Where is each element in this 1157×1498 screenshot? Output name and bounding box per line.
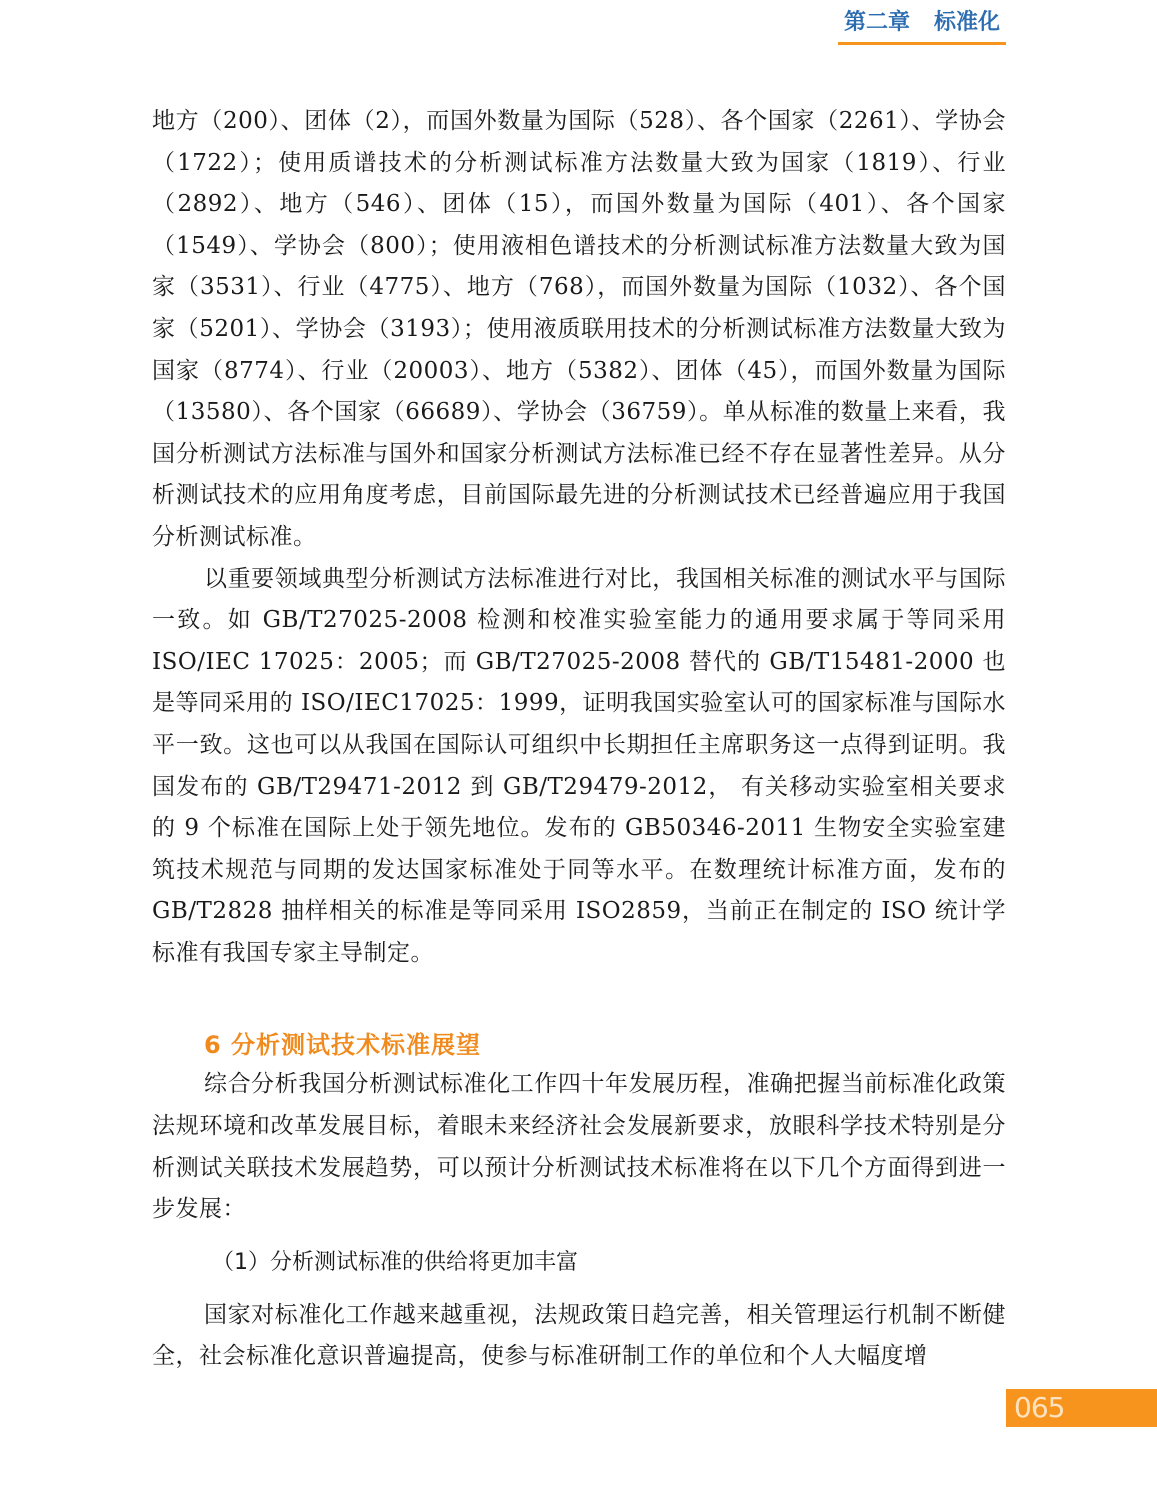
page-number-tab bbox=[1006, 1389, 1157, 1427]
page-body bbox=[152, 101, 1006, 1378]
body-paragraph-1: 地方（200）、团体（2），而国外数量为国际（528）、各个国家（2261）、学协会（1722）；使用质谱技术的分析测试标准方法数量大致为国家（1819）、行业（2892）、地方（546）、团体（15），而国外数量为国际（401）、各个国家（1549）、学协会（800）；使用液相色谱技术的分析测试标准方法数量大致为国家（3531）、行业（4775）、地方（768），而国外数量为国际（1032）、各个国家（5201）、学协会（3193）；使用液质联用技术的分析测试标准方法数量大致为国家（8774）、行业（20003）、地方（5382）、团体（45），而国外数量为国际（13580）、各个国家（66689）、学协会（36759）。单从标准的数量上来看，我国分析测试方法标准与国外和国家分析测试方法标准已经不存在显著性差异。从分析测试技术的应用角度考虑，目前国际最先进的分析测试技术已经普遍应用于我国分析测试标准。 bbox=[152, 108, 1006, 550]
chapter-label: 第二章 bbox=[844, 10, 911, 35]
section-label: 标准化 bbox=[934, 10, 1001, 35]
page-number: 065 bbox=[1014, 1391, 1065, 1424]
body-paragraph-4: 国家对标准化工作越来越重视，法规政策日趋完善，相关管理运行机制不断健全，社会标准化意识普遍提高，使参与标准研制工作的单位和个人大幅度增 bbox=[152, 1301, 1006, 1370]
section-heading: 6 分析测试技术标准展望 bbox=[204, 1031, 482, 1060]
body-paragraph-2: 以重要领域典型分析测试方法标准进行对比，我国相关标准的测试水平与国际一致。如 GB/T27025-2008 检测和校准实验室能力的通用要求属于等同采用 ISO/IEC 17025：2005；而 GB/T27025-2008 替代的 GB/T15481-2000 也是等同采用的 ISO/IEC17025：1999，证明我国实验室认可的国家标准与国际水平一致。这也可以从我国在国际认可组织中长期担任主席职务这一点得到证明。我国发布的 GB/T29471-2012 到 GB/T29479-2012， 有关移动实验室相关要求的 9 个标准在国际上处于领先地位。发布的 GB50346-2011 生物安全实验室建筑技术规范与同期的发达国家标准处于同等水平。在数理统计标准方面，发布的 GB/T2828 抽样相关的标准是等同采用 ISO2859，当前正在制定的 ISO 统计学标准有我国专家主导制定。 bbox=[152, 565, 1006, 966]
body-paragraph-3: 综合分析我国分析测试标准化工作四十年发展历程，准确把握当前标准化政策法规环境和改革发展目标，着眼未来经济社会发展新要求，放眼科学技术特别是分析测试关联技术发展趋势，可以预计分析测试技术标准将在以下几个方面得到进一步发展： bbox=[152, 1071, 1006, 1223]
running-header bbox=[838, 8, 1006, 45]
subheading: （1）分析测试标准的供给将更加丰富 bbox=[212, 1249, 578, 1275]
